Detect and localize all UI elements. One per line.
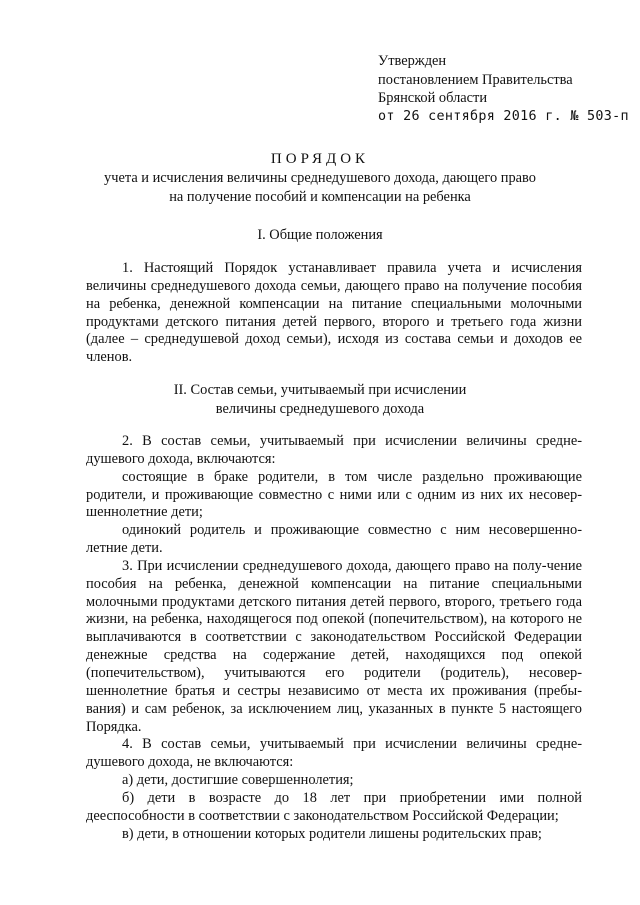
section-2-heading-line-1: II. Состав семьи, учитываемый при исчислении [173,382,467,398]
paragraph-2: 2. В состав семьи, учитываемый при исчислении величины средне-душевого дохода, включаются: [86,433,582,467]
list-item-b: б) дети в возрасте до 18 лет при приобретении ими полной дееспособности в соответствии с законодательством Российской Федерации; [86,789,582,824]
list-item-a: а) дети, достигшие совершеннолетия; [122,772,354,789]
section-1-body [86,260,582,367]
paragraph-2a: состоящие в браке родители, в том числе раздельно проживающие родители, и проживающие совместно с ними или с одним из них их несовер-шеннолетние дети; [86,468,582,521]
section-heading-general: I. Общие положения [257,227,383,243]
paragraph-1: 1. Настоящий Порядок устанавливает правила учета и исчисления величины среднедушевого дохода семьи, дающего право на получение пособия на ребенка, денежной компенсации на питание специальными молочными продуктами детского питания детей первого, второго и третьего года жизни (далее – среднедушевой доход семьи), исходя из состава семьи и доходов ее членов. [86,260,582,366]
list-item-c: в) дети, в отношении которых родители лишены родительских прав; [122,825,542,842]
section-2-heading-line-2: величины среднедушевого дохода [215,400,425,417]
paragraph-3: 3. При исчислении среднедушевого дохода, дающего право на полу-чение пособия на ребенка, денежной компенсации на питание специальными молочными продуктами детского питания детей первого, второго, третьего года жизни, на ребенка, находящегося под опекой (попечительством), на которого не выплачиваются в соответствии с законодательством Российской Федерации денежные средства на содержание детей, находящихся под опекой (попечительством), учитываются его родители (родитель), несовер-шеннолетние братья и сестры независимо от места их проживания (пребы-вания) и сам ребенок, за исключением лиц, указанных в пункте 5 настоящего Порядка. [86,557,582,735]
approval-date: от 26 сентября 2016 г. № 503-п [378,108,629,124]
section-2-body [86,433,582,843]
subtitle-line-1: учета и исчисления величины среднедушевого дохода, дающего право [104,170,536,186]
approval-line-2: постановлением Правительства [378,71,573,88]
paragraph-2b: одинокий родитель и проживающие совместно с ним несовершенно-летние дети. [86,522,582,557]
document-title: ПОРЯДОК [270,151,370,167]
section-heading-family [40,381,600,418]
approval-line-3: Брянской области [378,90,488,106]
subtitle-line-2: на получение пособий и компенсации на ребенка [169,188,471,205]
paragraph-4: 4. В состав семьи, учитываемый при исчислении величины средне-душевого дохода, не включаются: [86,736,582,771]
document-subtitle [40,169,600,206]
approval-line-1: Утвержден [378,53,447,69]
approval-stamp [378,52,628,126]
